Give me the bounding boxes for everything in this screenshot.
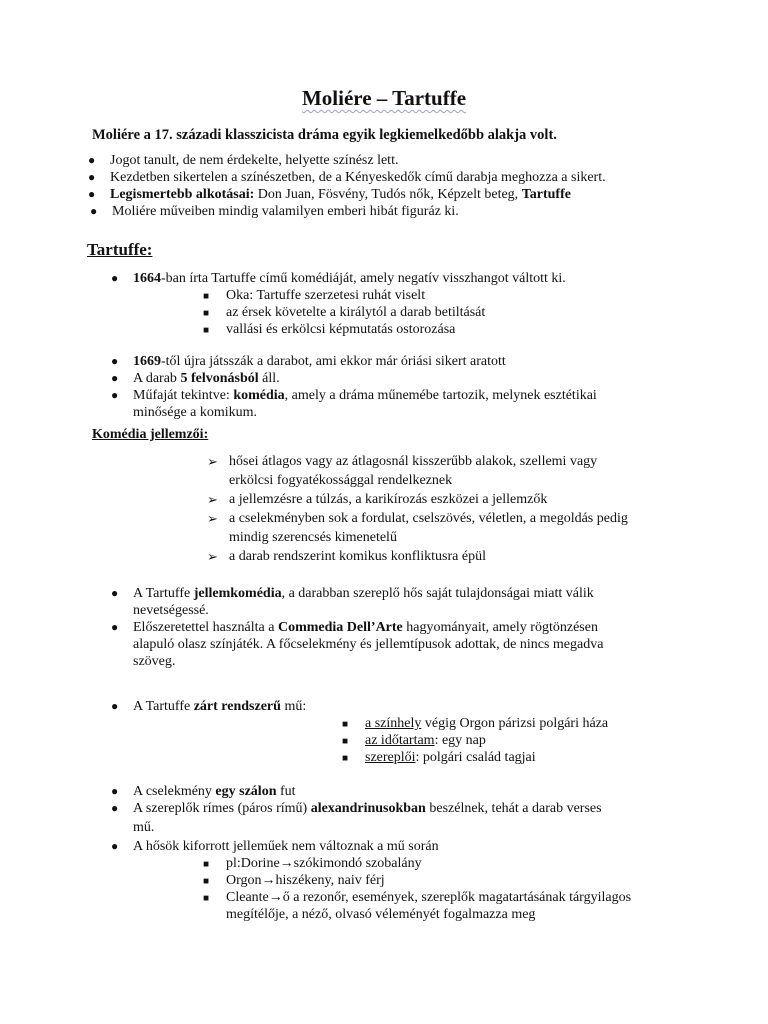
square-bullet-icon: ■ — [203, 893, 210, 904]
square-bullet-icon: ■ — [203, 859, 210, 870]
list-item: ● A darab 5 felvonásból áll. — [111, 371, 280, 386]
list-item: ● 1669-től újra játsszák a darabot, ami ekkor már óriási sikert aratott — [111, 354, 506, 369]
arrow-bullet-icon: ➢ — [207, 549, 218, 564]
list-item: ● Moliére műveiben mindig valamilyen emberi hibát figuráz ki. — [90, 204, 459, 219]
page-title: Moliére – Tartuffe — [301, 86, 467, 110]
bullet-icon: ● — [111, 699, 119, 713]
list-item-continuation: alapuló olasz színjáték. A főcselekmény és jellemtípusok adottak, de nincs megadva — [133, 637, 604, 652]
square-bullet-icon: ■ — [342, 736, 349, 747]
bullet-icon: ● — [111, 801, 119, 815]
list-item: ● Kezdetben sikertelen a színészetben, de a Kényeskedők című darabja meghozza a sikert. — [88, 170, 606, 185]
right-arrow-icon: → — [261, 873, 276, 888]
right-arrow-icon: → — [279, 856, 294, 871]
square-bullet-icon: ■ — [203, 291, 210, 302]
bullet-icon: ● — [90, 204, 98, 218]
bullet-icon: ● — [111, 388, 119, 402]
list-item-continuation: szöveg. — [133, 654, 176, 669]
list-item: ● Műfaját tekintve: komédia, amely a dráma műnemébe tartozik, melynek esztétikai — [111, 388, 597, 403]
section-1664 — [0, 270, 566, 338]
list-item: ■ pl:Dorine→szókimondó szobalány — [203, 856, 422, 871]
bullet-icon: ● — [111, 354, 119, 368]
list-item: ● 1664-ban írta Tartuffe című komédiáját, amely negatív visszhangot váltott ki. — [111, 271, 566, 286]
bullet-icon: ● — [111, 586, 119, 600]
list-item: ■ Cleante→ő a rezonőr, események, szereplők magatartásának tárgyilagos — [203, 890, 632, 905]
list-item: ■ Oka: Tartuffe szerzetesi ruhát viselt — [203, 288, 426, 303]
square-bullet-icon: ■ — [203, 308, 210, 319]
bullet-icon: ● — [88, 153, 96, 167]
list-item: ■ a színhely végig Orgon párizsi polgári háza — [342, 716, 609, 731]
bullet-icon: ● — [88, 187, 96, 201]
section-heading-komedia: Komédia jellemzői: — [92, 427, 209, 442]
bullet-icon: ● — [88, 170, 96, 184]
section-zart-rendszer — [0, 698, 609, 766]
square-bullet-icon: ■ — [203, 876, 210, 887]
list-item-continuation: minősége a komikum. — [133, 405, 258, 420]
list-item-continuation: nevetségessé. — [133, 603, 209, 618]
right-arrow-icon: → — [268, 890, 283, 905]
list-item: ➢ a jellemzésre a túlzás, a karikírozás eszközei a jellemzők — [207, 492, 548, 507]
list-item-continuation: erkölcsi fogyatékossággal rendelkeznek — [229, 473, 453, 488]
square-bullet-icon: ■ — [203, 325, 210, 336]
list-item: ● A szereplők rímes (páros rímű) alexandrinusokban beszélnek, tehát a darab verses — [111, 801, 602, 816]
bullet-icon: ● — [111, 839, 119, 853]
list-item: ● A cselekmény egy szálon fut — [111, 784, 296, 799]
list-item-continuation: megítélője, a néző, olvasó véleményét fogalmazza meg — [226, 907, 536, 922]
list-item: ● Előszeretettel használta a Commedia Dell’Arte hagyományait, amely rögtönzésen — [111, 620, 598, 635]
section-1669 — [0, 353, 597, 421]
list-item: ➢ a cselekményben sok a fordulat, cselszövés, véletlen, a megoldás pedig — [207, 511, 628, 526]
intro-bullet-list — [0, 152, 606, 220]
list-item-continuation: mindig szerencsés kimenetelű — [229, 530, 397, 545]
list-item: ● Legismertebb alkotásai: Don Juan, Fösvény, Tudós nők, Képzelt beteg, Tartuffe — [88, 187, 571, 202]
list-item: ➢ hősei átlagos vagy az átlagosnál kisszerűbb alakok, szellemi vagy — [207, 454, 598, 469]
list-item: ■ az érsek követelte a királytól a darab betiltását — [203, 305, 486, 320]
section-heading-tartuffe: Tartuffe: — [87, 240, 153, 259]
list-item: ● Jogot tanult, de nem érdekelte, helyette színész lett. — [88, 153, 399, 168]
komedia-features-list — [0, 452, 628, 566]
bullet-icon: ● — [111, 271, 119, 285]
list-item: ● A hősök kiforrott jelleműek nem változnak a mű során — [111, 839, 439, 854]
section-cselekmeny — [0, 783, 632, 923]
list-item: ➢ a darab rendszerint komikus konfliktusra épül — [207, 549, 486, 564]
bullet-icon: ● — [111, 784, 119, 798]
list-item: ■ szereplői: polgári család tagjai — [342, 750, 536, 765]
square-bullet-icon: ■ — [342, 753, 349, 764]
list-item-continuation: mű. — [133, 820, 155, 835]
arrow-bullet-icon: ➢ — [207, 492, 218, 507]
square-bullet-icon: ■ — [342, 719, 349, 730]
list-item: ■ Orgon→hiszékeny, naiv férj — [203, 873, 385, 888]
section-jellemkomedia — [0, 585, 604, 670]
list-item: ■ az időtartam: egy nap — [342, 733, 486, 748]
list-item: ● A Tartuffe jellemkomédia, a darabban szereplő hős saját tulajdonságai miatt válik — [111, 586, 594, 601]
list-item: ■ vallási és erkölcsi képmutatás ostorozása — [203, 322, 456, 337]
arrow-bullet-icon: ➢ — [207, 454, 218, 469]
bullet-icon: ● — [111, 620, 119, 634]
arrow-bullet-icon: ➢ — [207, 511, 218, 526]
bullet-icon: ● — [111, 371, 119, 385]
list-item: ● A Tartuffe zárt rendszerű mű: — [111, 699, 307, 714]
intro-sentence: Moliére a 17. századi klasszicista dráma egyik legkiemelkedőbb alakja volt. — [92, 127, 557, 143]
